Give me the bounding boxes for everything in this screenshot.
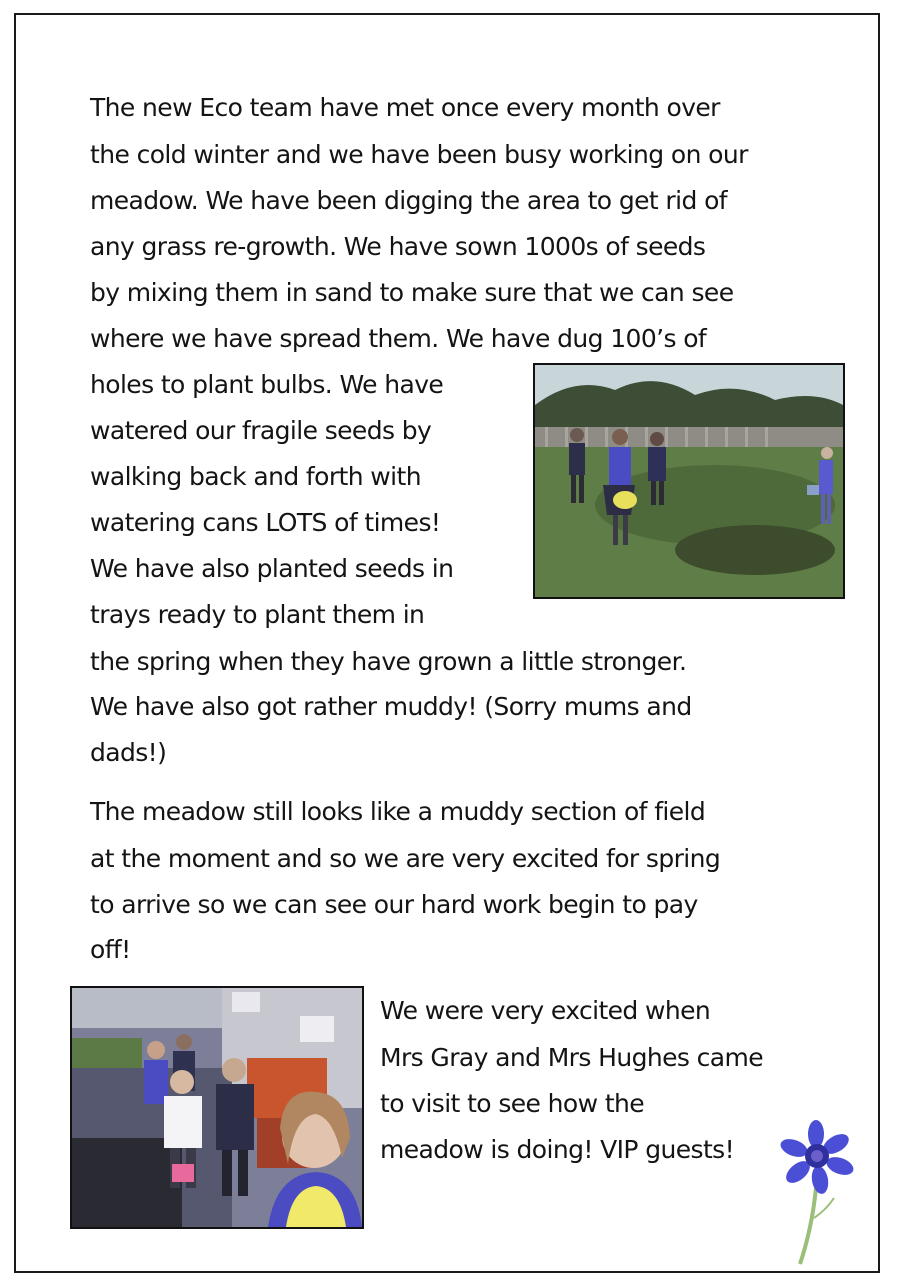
visit-line-3: to visit to see how the <box>380 1089 645 1118</box>
wrap-line-4: watering cans LOTS of times! <box>90 508 441 537</box>
wrap-line-2: watered our fragile seeds by <box>90 416 432 445</box>
photo-children-watering-meadow-icon <box>535 365 843 597</box>
visit-line-4: meadow is doing! VIP guests! <box>380 1135 734 1164</box>
wrap-line-6: trays ready to plant them in <box>90 600 425 629</box>
photo-children-with-vip-guests-icon <box>72 988 362 1227</box>
intro-line-1: The new Eco team have met once every month over <box>90 93 720 122</box>
intro-line-4: any grass re-growth. We have sown 1000s of seeds <box>90 232 706 261</box>
intro-line-3: meadow. We have been digging the area to get rid of <box>90 186 727 215</box>
visit-line-1: We were very excited when <box>380 996 711 1025</box>
intro-line-6: where we have spread them. We have dug 100’s of <box>90 324 707 353</box>
wrap-line-3: walking back and forth with <box>90 462 421 491</box>
cornflower-icon <box>778 1118 856 1268</box>
meadow-photo <box>533 363 845 599</box>
after-wrap-line-3: dads!) <box>90 738 167 767</box>
second-paragraph-line-2: at the moment and so we are very excited for spring <box>90 844 721 873</box>
wrap-line-1: holes to plant bulbs. We have <box>90 370 444 399</box>
intro-line-2: the cold winter and we have been busy working on our <box>90 140 748 169</box>
visit-line-2: Mrs Gray and Mrs Hughes came <box>380 1043 764 1072</box>
after-wrap-line-2: We have also got rather muddy! (Sorry mums and <box>90 692 692 721</box>
second-paragraph-line-4: off! <box>90 935 131 964</box>
after-wrap-line-1: the spring when they have grown a little stronger. <box>90 647 687 676</box>
intro-line-5: by mixing them in sand to make sure that we can see <box>90 278 734 307</box>
second-paragraph-line-1: The meadow still looks like a muddy section of field <box>90 797 706 826</box>
wrap-line-5: We have also planted seeds in <box>90 554 454 583</box>
second-paragraph-line-3: to arrive so we can see our hard work begin to pay <box>90 890 698 919</box>
visit-photo <box>70 986 364 1229</box>
